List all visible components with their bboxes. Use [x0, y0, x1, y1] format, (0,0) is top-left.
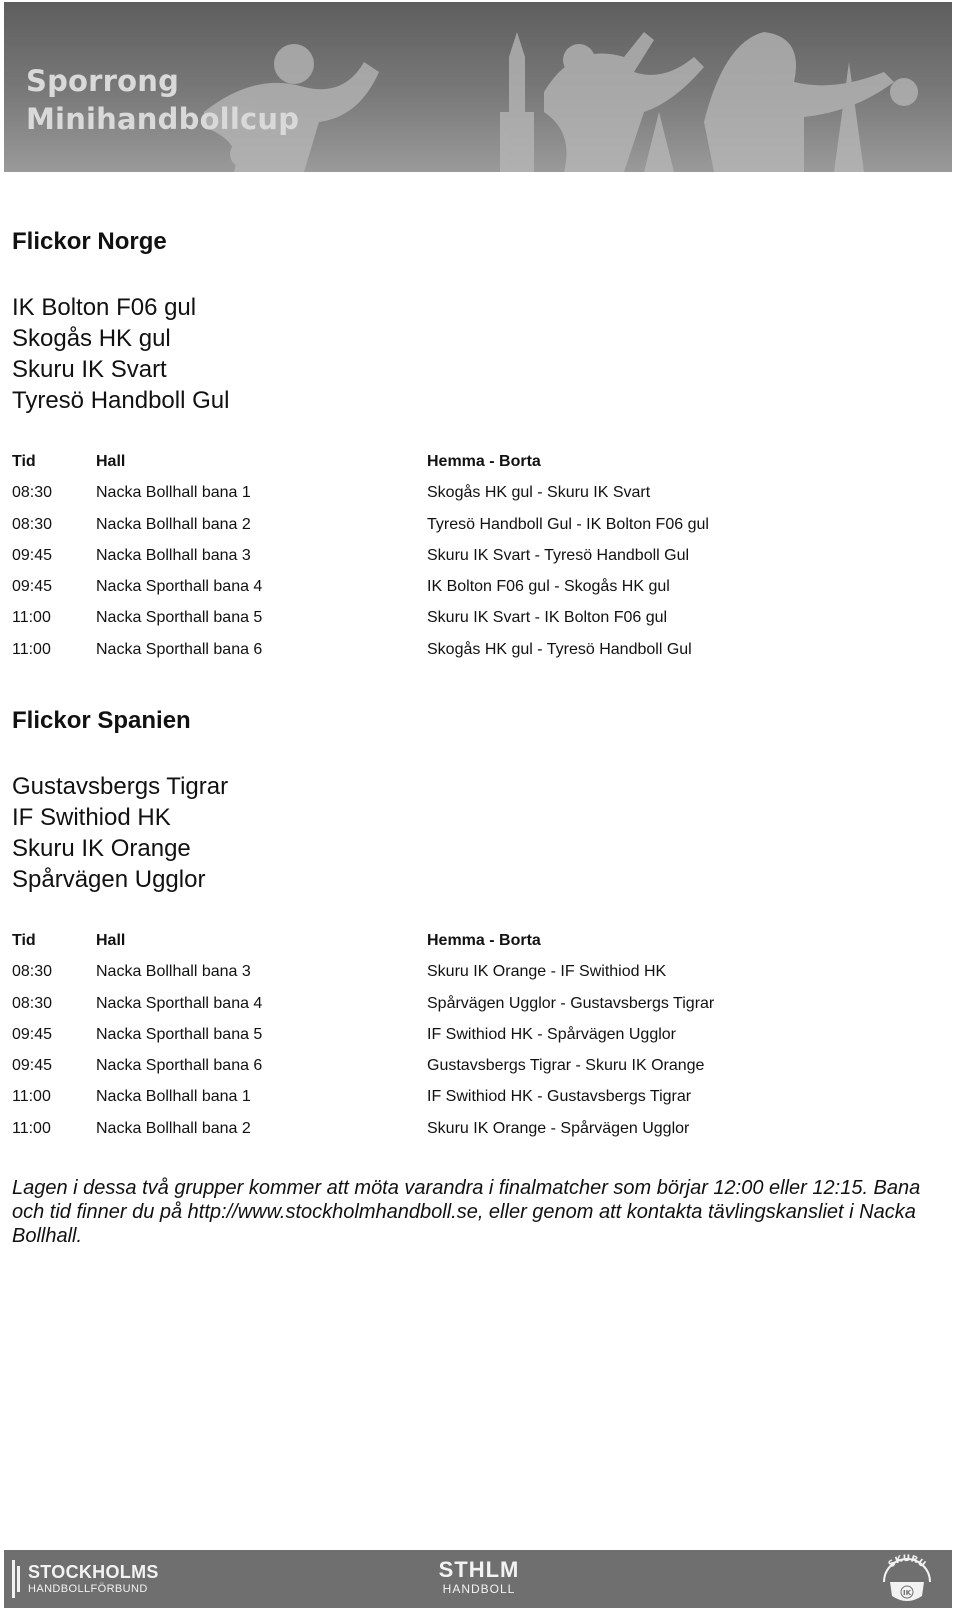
- team-list: [12, 292, 952, 416]
- footer-center-line-2: HANDBOLL: [442, 1582, 516, 1596]
- cell-hall: Nacka Bollhall bana 2: [96, 1119, 251, 1137]
- sthlm-handboll-logo: [434, 1558, 524, 1596]
- cell-tid: 11:00: [12, 640, 51, 658]
- table-row: [12, 988, 947, 1019]
- cell-tid: 11:00: [12, 1088, 51, 1106]
- cell-match: Skogås HK gul - Skuru IK Svart: [427, 484, 651, 502]
- cell-tid: 09:45: [12, 1057, 53, 1075]
- emblem-arc-text: SKURU: [886, 1553, 928, 1571]
- cell-tid: 11:00: [12, 1119, 51, 1137]
- table-row: [12, 509, 947, 540]
- table-header-row: [12, 446, 947, 477]
- team-item: IF Swithiod HK: [12, 804, 171, 831]
- cell-tid: 11:00: [12, 609, 51, 627]
- team-item: Spårvägen Ugglor: [12, 866, 206, 893]
- cell-hall: Nacka Sporthall bana 4: [96, 994, 263, 1012]
- table-row: [12, 634, 947, 665]
- cell-hall: Nacka Bollhall bana 3: [96, 546, 251, 564]
- group-flickor-spanien: [12, 707, 952, 1144]
- team-item: Skuru IK Svart: [12, 356, 167, 383]
- brand-line-2: Minihandbollcup: [26, 102, 300, 136]
- schedule-table: [12, 925, 947, 1144]
- column-header-hall: Hall: [96, 453, 126, 470]
- cell-hall: Nacka Bollhall bana 2: [96, 515, 251, 533]
- table-row: [12, 571, 947, 602]
- table-row: [12, 1019, 947, 1050]
- cell-tid: 09:45: [12, 578, 53, 596]
- cell-tid: 08:30: [12, 484, 53, 502]
- cup-logo-text: [26, 62, 299, 138]
- table-row: [12, 1050, 947, 1081]
- group-title: Flickor Spanien: [12, 707, 191, 734]
- column-header-tid: Tid: [12, 932, 36, 949]
- table-row: [12, 602, 947, 633]
- cell-tid: 09:45: [12, 1025, 53, 1043]
- footer-left-line-1: STOCKHOLMS: [28, 1562, 159, 1582]
- cell-match: Spårvägen Ugglor - Gustavsbergs Tigrar: [427, 994, 715, 1012]
- table-header-row: [12, 925, 947, 956]
- emblem-inner-text: IK: [902, 1589, 912, 1597]
- cell-hall: Nacka Sporthall bana 4: [96, 578, 263, 596]
- footer-left-line-2: HANDBOLLFÖRBUND: [28, 1583, 148, 1595]
- group-flickor-norge: [12, 228, 952, 665]
- cell-tid: 08:30: [12, 515, 53, 533]
- footer-center-line-1: STHLM: [438, 1557, 520, 1582]
- header-banner: [4, 2, 952, 172]
- column-header-tid: Tid: [12, 453, 36, 470]
- cell-tid: 08:30: [12, 994, 53, 1012]
- cell-match: Skuru IK Orange - Spårvägen Ugglor: [427, 1119, 690, 1137]
- cell-tid: 08:30: [12, 963, 53, 981]
- schedule-table: [12, 446, 947, 665]
- team-item: Skuru IK Orange: [12, 835, 191, 862]
- stockholms-handbollforbund-logo: [12, 1558, 159, 1600]
- brand-line-1: Sporrong: [26, 64, 180, 98]
- federation-mark-icon: [12, 1560, 22, 1598]
- cell-hall: Nacka Sporthall bana 6: [96, 1057, 263, 1075]
- cell-match: Skuru IK Svart - IK Bolton F06 gul: [427, 609, 668, 627]
- finals-info-note: Lagen i dessa två grupper kommer att möta varandra i finalmatcher som börjar 12:00 eller 12:15. Bana och tid finner du på http://www.stockholmhandboll.se, eller genom att kontakta tävlingskansliet i Nacka Bollhall.: [12, 1177, 921, 1247]
- cell-match: IK Bolton F06 gul - Skogås HK gul: [427, 578, 670, 596]
- cell-tid: 09:45: [12, 546, 53, 564]
- team-list: [12, 771, 952, 895]
- table-row: [12, 477, 947, 508]
- cell-match: IF Swithiod HK - Gustavsbergs Tigrar: [427, 1088, 692, 1106]
- cell-hall: Nacka Bollhall bana 1: [96, 1088, 251, 1106]
- team-item: Skogås HK gul: [12, 325, 171, 352]
- footer-banner: [4, 1550, 952, 1608]
- skuru-ik-emblem-icon: [876, 1552, 938, 1606]
- team-item: IK Bolton F06 gul: [12, 294, 197, 321]
- cell-match: Skuru IK Orange - IF Swithiod HK: [427, 963, 667, 981]
- cell-match: IF Swithiod HK - Spårvägen Ugglor: [427, 1025, 676, 1043]
- column-header-match: Hemma - Borta: [427, 453, 541, 470]
- cell-hall: Nacka Sporthall bana 5: [96, 1025, 263, 1043]
- table-row: [12, 540, 947, 571]
- column-header-hall: Hall: [96, 932, 126, 949]
- column-header-match: Hemma - Borta: [427, 932, 541, 949]
- team-item: Gustavsbergs Tigrar: [12, 773, 229, 800]
- cell-hall: Nacka Bollhall bana 3: [96, 963, 251, 981]
- cell-hall: Nacka Sporthall bana 6: [96, 640, 263, 658]
- cell-match: Skogås HK gul - Tyresö Handboll Gul: [427, 640, 692, 658]
- table-row: [12, 1081, 947, 1112]
- cell-match: Skuru IK Svart - Tyresö Handboll Gul: [427, 546, 690, 564]
- table-row: [12, 956, 947, 987]
- team-item: Tyresö Handboll Gul: [12, 387, 230, 414]
- cell-match: Gustavsbergs Tigrar - Skuru IK Orange: [427, 1057, 705, 1075]
- cell-hall: Nacka Sporthall bana 5: [96, 609, 263, 627]
- group-title: Flickor Norge: [12, 228, 167, 255]
- table-row: [12, 1113, 947, 1144]
- cell-match: Tyresö Handboll Gul - IK Bolton F06 gul: [427, 515, 709, 533]
- cell-hall: Nacka Bollhall bana 1: [96, 484, 251, 502]
